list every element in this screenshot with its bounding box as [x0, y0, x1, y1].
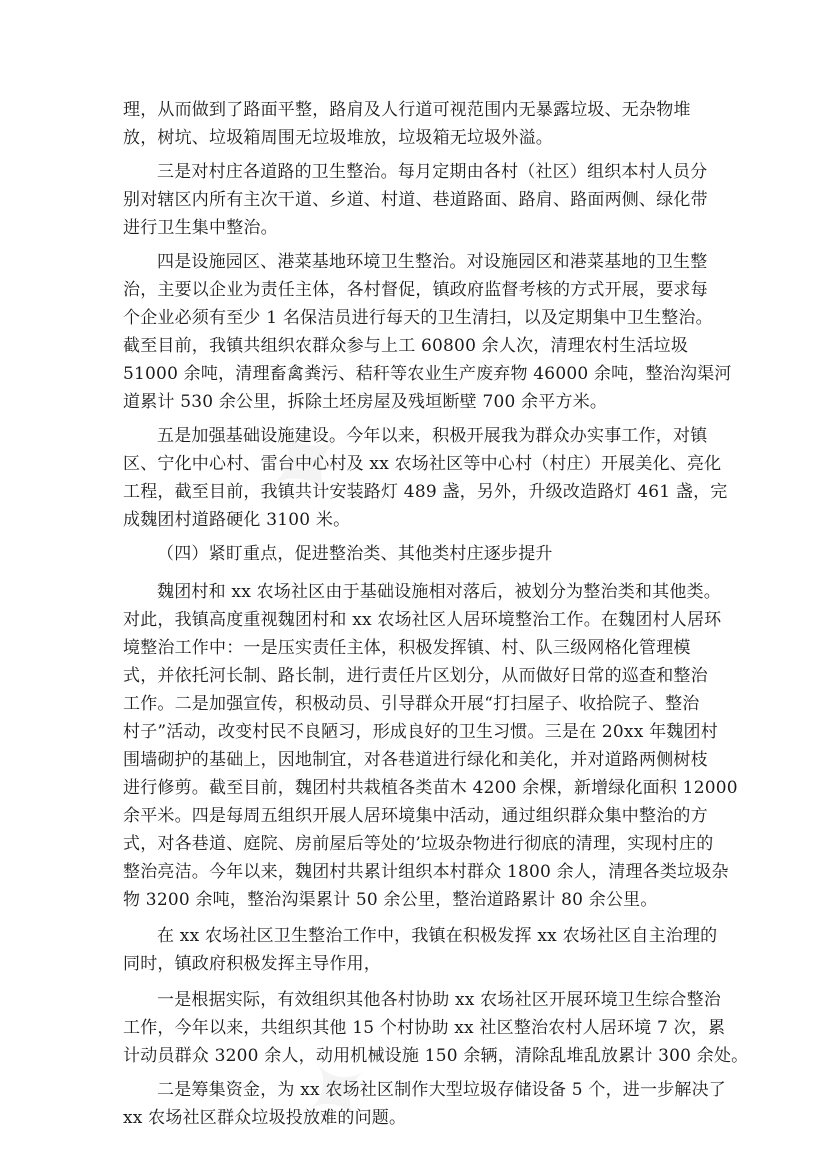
text-line: 整治亮洁。今年以来，魏团村共累计组织本村群众 1800 余人，清理各类垃圾杂 — [123, 862, 729, 882]
text-line: 进行卫生集中整治。 — [123, 218, 278, 238]
text-line: 个企业必须有至少 1 名保洁员进行每天的卫生清扫，以及定期集中卫生整治。 — [123, 308, 713, 328]
text-line: xx 农场社区群众垃圾投放难的问题。 — [123, 1108, 407, 1128]
text-line: 计动员群众 3200 余人，动用机械设施 150 余辆，清除乱堆乱放累计 300 余处。 — [123, 1046, 749, 1066]
text-line: 二是筹集资金，为 xx 农场社区制作大型垃圾存储设备 5 个，进一步解决了 — [157, 1080, 727, 1100]
text-line: 一是根据实际，有效组织其他各村协助 xx 农场社区开展环境卫生综合整治 — [157, 990, 721, 1010]
text-line: 进行修剪。截至目前，魏团村共栽植各类苗木 4200 余棵，新增绿化面积 12000 — [123, 778, 738, 798]
text-line: 治，主要以企业为责任主体，各村督促，镇政府监督考核的方式开展，要求每 — [123, 280, 708, 300]
text-line: 工作。二是加强宣传，积极动员、引导群众开展“打扫屋子、收拾院子、整治 — [123, 694, 700, 714]
text-line: 同时，镇政府积极发挥主导作用， — [123, 954, 381, 974]
text-line: 成魏团村道路硬化 3100 米。 — [123, 510, 351, 530]
text-line: 式，并依托河长制、路长制，进行责任片区划分，从而做好日常的巡查和整治 — [123, 666, 708, 686]
text-line: 工程，截至目前，我镇共计安装路灯 489 盏，另外，升级改造路灯 461 盏，完 — [123, 482, 728, 502]
text-line: 道累计 530 余公里，拆除土坯房屋及残垣断壁 700 余平方米。 — [123, 392, 608, 412]
text-line: 在 xx 农场社区卫生整治工作中，我镇在积极发挥 xx 农场社区自主治理的 — [157, 926, 718, 946]
text-line: 魏团村和 xx 农场社区由于基础设施相对落后，被划分为整治类和其他类。 — [157, 582, 721, 602]
text-line: 村子”活动，改变村民不良陋习，形成良好的卫生习惯。三是在 20xx 年魏团村 — [123, 722, 718, 742]
text-line: 围墙砌护的基础上，因地制宜，对各巷道进行绿化和美化，并对道路两侧树枝 — [123, 750, 708, 770]
text-line: 51000 余吨，清理畜禽粪污、秸秆等农业生产废弃物 46000 余吨，整治沟渠河 — [123, 364, 732, 384]
text-line: 余平米。四是每周五组织开展人居环境集中活动，通过组织群众集中整治的方 — [123, 806, 708, 826]
text-line: 式，对各巷道、庭院、房前屋后等处的’垃圾杂物进行彻底的清理，实现村庄的 — [123, 834, 714, 854]
text-line: 境整治工作中：一是压实责任主体，积极发挥镇、村、队三级网格化管理模 — [123, 638, 691, 658]
text-line: 工作，今年以来，共组织其他 15 个村协助 xx 社区整治农村人居环境 7 次，累 — [123, 1018, 726, 1038]
text-line: 别对辖区内所有主次干道、乡道、村道、巷道路面、路肩、路面两侧、绿化带 — [123, 190, 708, 210]
text-line: 放，树坑、垃圾箱周围无垃圾堆放，垃圾箱无垃圾外溢。 — [123, 128, 553, 148]
text-line: 物 3200 余吨，整治沟渠累计 50 余公里，整治道路累计 80 余公里。 — [123, 890, 658, 910]
text-line: 三是对村庄各道路的卫生整治。每月定期由各村（社区）组织本村人员分 — [157, 162, 708, 182]
text-line: 四是设施园区、港菜基地环境卫生整治。对设施园区和港菜基地的卫生整 — [157, 252, 708, 272]
text-line: 对此，我镇高度重视魏团村和 xx 农场社区人居环境整治工作。在魏团村人居环 — [123, 610, 722, 630]
text-line: 区、宁化中心村、雷台中心村及 xx 农场社区等中心村（村庄）开展美化、亮化 — [123, 454, 722, 474]
text-line: 五是加强基础设施建设。今年以来，积极开展我为群众办实事工作，对镇 — [157, 426, 708, 446]
text-line: 理，从而做到了路面平整，路肩及人行道可视范围内无暴露垃圾、无杂物堆 — [123, 100, 691, 120]
section-heading: （四）紧盯重点，促进整治类、其他类村庄逐步提升 — [157, 544, 553, 564]
text-line: 截至目前，我镇共组织农群众参与上工 60800 余人次，清理农村生活垃圾 — [123, 336, 689, 356]
